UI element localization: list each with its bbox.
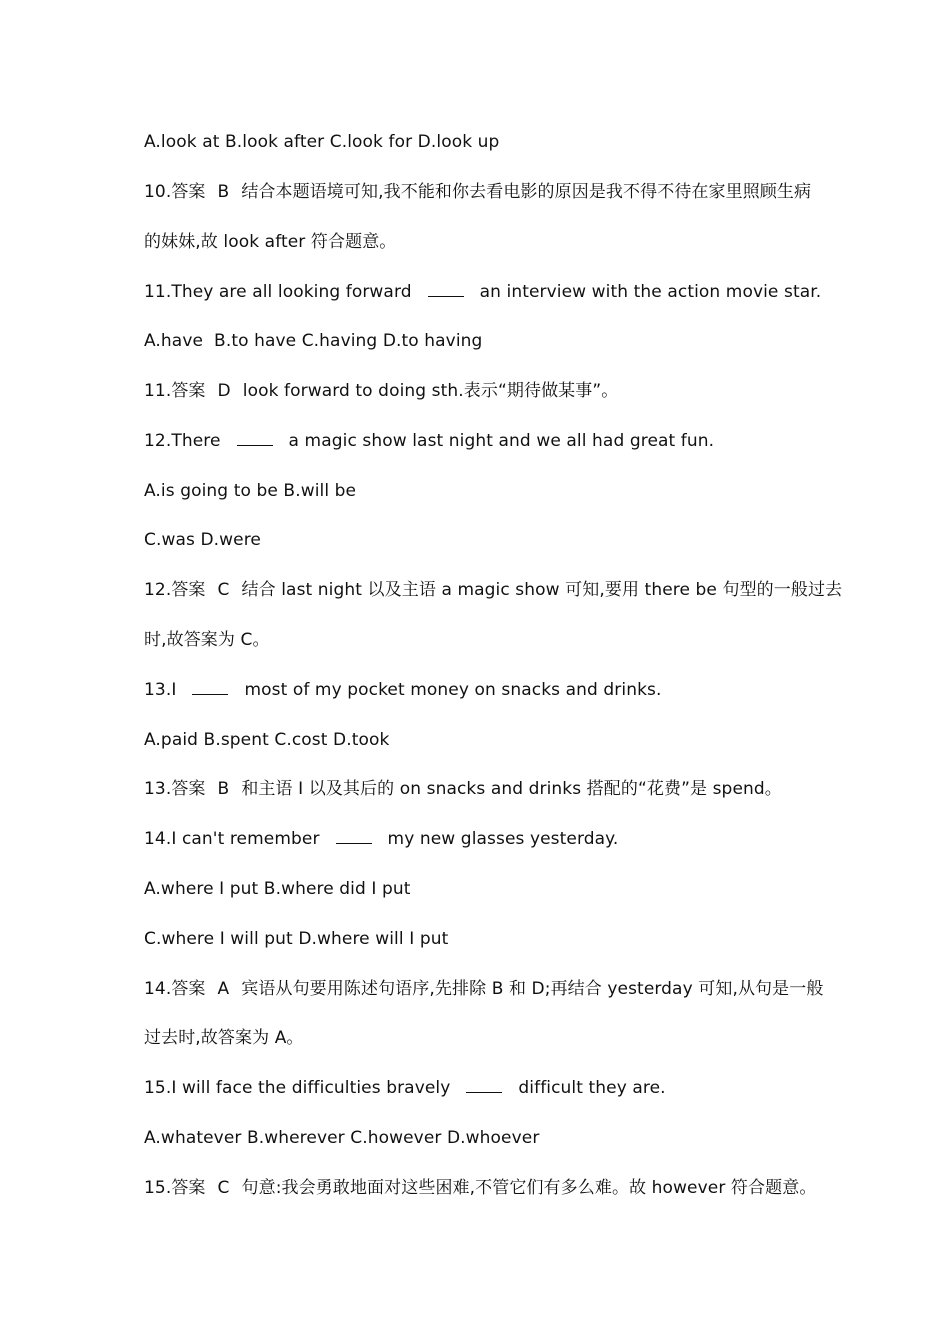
answer-label: 12.答案 bbox=[144, 580, 206, 600]
q13-answer bbox=[144, 778, 820, 800]
q12-question bbox=[144, 430, 820, 452]
text: 11.They are all looking forward bbox=[144, 282, 412, 302]
answer-label: 10.答案 bbox=[144, 182, 206, 202]
answer-letter: C bbox=[217, 1178, 230, 1198]
q12-options-1 bbox=[144, 480, 820, 502]
q14-answer-cont bbox=[144, 1027, 820, 1049]
answer-blank bbox=[237, 431, 273, 446]
text: 的妹妹,故 look after 符合题意。 bbox=[144, 232, 397, 252]
text: A.look at B.look after C.look for D.look up bbox=[144, 132, 500, 152]
q12-options-2 bbox=[144, 529, 820, 551]
text: 过去时,故答案为 A。 bbox=[144, 1028, 304, 1048]
answer-label: 11.答案 bbox=[144, 381, 206, 401]
q11-question bbox=[144, 281, 820, 303]
answer-letter: A bbox=[217, 979, 230, 999]
q13-options bbox=[144, 729, 820, 751]
answer-blank bbox=[336, 829, 372, 844]
answer-letter: B bbox=[217, 182, 230, 202]
text: 时,故答案为 C。 bbox=[144, 630, 270, 650]
answer-label: 14.答案 bbox=[144, 979, 206, 999]
q15-question bbox=[144, 1077, 820, 1099]
answer-letter: B bbox=[217, 779, 230, 799]
text: 13.I bbox=[144, 680, 177, 700]
text: difficult they are. bbox=[518, 1078, 666, 1098]
q11-answer bbox=[144, 380, 820, 402]
q10-answer bbox=[144, 181, 820, 203]
text: 15.I will face the difficulties bravely bbox=[144, 1078, 451, 1098]
explanation: 宾语从句要用陈述句语序,先排除 B 和 D;再结合 yesterday 可知,从句是一般 bbox=[241, 979, 824, 999]
q15-options bbox=[144, 1127, 820, 1149]
explanation: 结合 last night 以及主语 a magic show 可知,要用 there be 句型的一般过去 bbox=[241, 580, 843, 600]
text: A.is going to be B.will be bbox=[144, 481, 357, 501]
q10-answer-cont bbox=[144, 231, 820, 253]
text: A.have B.to have C.having D.to having bbox=[144, 331, 483, 351]
answer-label: 15.答案 bbox=[144, 1178, 206, 1198]
q14-answer bbox=[144, 978, 824, 1000]
text: most of my pocket money on snacks and drinks. bbox=[244, 680, 662, 700]
text: 14.I can't remember bbox=[144, 829, 320, 849]
q13-question bbox=[144, 679, 820, 701]
text: C.where I will put D.where will I put bbox=[144, 929, 449, 949]
answer-letter: C bbox=[217, 580, 230, 600]
text: 12.There bbox=[144, 431, 221, 451]
q15-answer bbox=[144, 1177, 820, 1199]
text: my new glasses yesterday. bbox=[387, 829, 619, 849]
text: A.where I put B.where did I put bbox=[144, 879, 411, 899]
q11-options bbox=[144, 330, 820, 352]
answer-letter: D bbox=[217, 381, 231, 401]
text: an interview with the action movie star. bbox=[479, 282, 822, 302]
q14-question bbox=[144, 828, 820, 850]
q12-answer bbox=[144, 579, 843, 601]
explanation: 和主语 I 以及其后的 on snacks and drinks 搭配的“花费”是 spend。 bbox=[241, 779, 782, 799]
answer-blank bbox=[192, 680, 228, 695]
text: C.was D.were bbox=[144, 530, 261, 550]
q9-options bbox=[144, 131, 820, 153]
q14-options-2 bbox=[144, 928, 820, 950]
answer-blank bbox=[428, 282, 464, 297]
answer-label: 13.答案 bbox=[144, 779, 206, 799]
q12-answer-cont bbox=[144, 629, 820, 651]
explanation: 结合本题语境可知,我不能和你去看电影的原因是我不得不待在家里照顾生病 bbox=[241, 182, 812, 202]
explanation: look forward to doing sth.表示“期待做某事”。 bbox=[242, 381, 619, 401]
q14-options-1 bbox=[144, 878, 820, 900]
answer-blank bbox=[466, 1078, 502, 1093]
text: A.paid B.spent C.cost D.took bbox=[144, 730, 390, 750]
text: A.whatever B.wherever C.however D.whoever bbox=[144, 1128, 540, 1148]
text: a magic show last night and we all had great fun. bbox=[288, 431, 715, 451]
explanation: 句意:我会勇敢地面对这些困难,不管它们有多么难。故 however 符合题意。 bbox=[241, 1178, 817, 1198]
